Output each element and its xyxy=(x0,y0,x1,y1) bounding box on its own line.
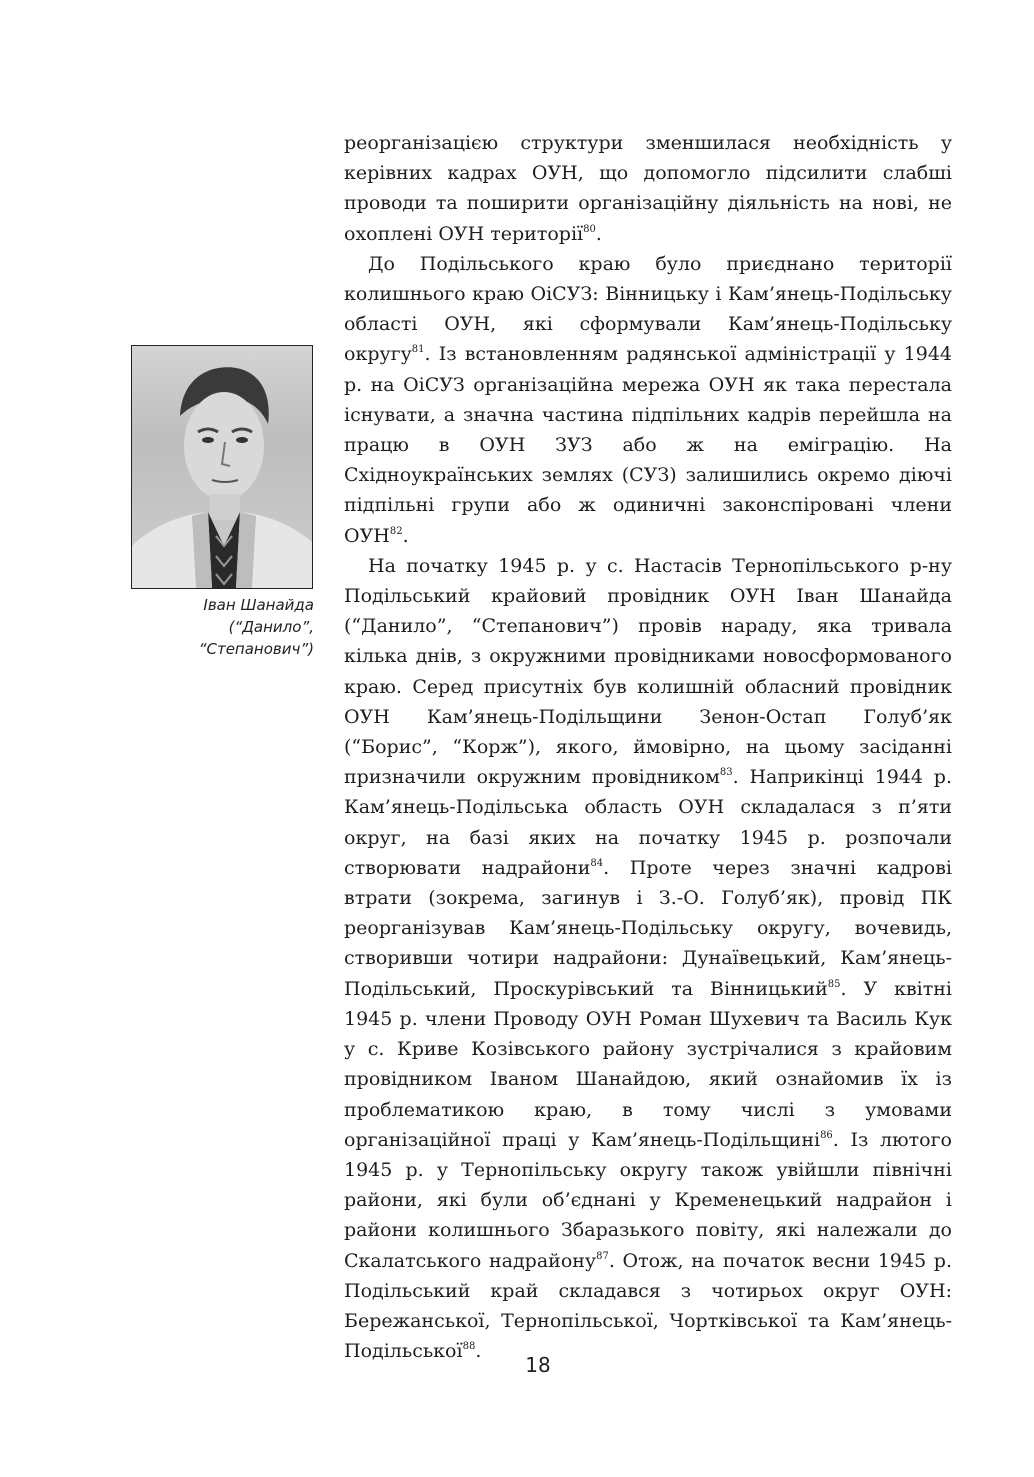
paragraph-text: . xyxy=(402,524,409,547)
footnote-ref: 87 xyxy=(596,1250,609,1262)
footnote-ref: 81 xyxy=(411,344,425,356)
paragraph-text: реорганізацією структури зменшилася необхідність у керівних кадрах ОУН, що допомогло підсилити слабші проводи та поширити організаційну діяльність на нові, не охоплені ОУН території xyxy=(344,132,952,245)
page-number: 18 xyxy=(525,1353,551,1377)
body-text xyxy=(344,128,952,1366)
paragraph-text: . Отож, на початок весни 1945 р. Подільський край складався з чотирьох округ ОУН: Бережанської, Тернопільської, Чортківської та Кам’янець-Подільської xyxy=(344,1249,952,1363)
paragraph-text: . У квітні 1945 р. члени Проводу ОУН Роман Шухевич та Василь Кук у с. Криве Козівського району зустрічалися з крайовим провідником Іваном Шанайдою, який ознайомив їх із проблематикою краю, в тому числі з умовами організаційної праці у Кам’янець-Подільщині xyxy=(344,977,953,1151)
paragraph-text: . xyxy=(595,222,602,245)
paragraph xyxy=(344,249,952,551)
footnote-ref: 80 xyxy=(583,223,596,235)
paragraph-text: На початку 1945 р. у с. Настасів Тернопільського р-ну Подільський крайовий провідник ОУН Іван Шанайда (“Данило”, “Степанович”) провів нараду, яка тривала кілька днів, з окружними провідниками новосформованого краю. Серед присутніх був колишній обласний провідник ОУН Кам’янець-Подільщини Зенон-Остап Голуб’як (“Борис”, “Корж”), якого, ймовірно, на цьому засіданні призначили окружним провідником xyxy=(344,554,952,789)
portrait-photo xyxy=(131,345,313,589)
paragraph-text: До Подільського краю було приєднано території колишнього краю ОіСУЗ: Вінницьку і Кам’янець-Подільську області ОУН, які сформували Кам’янець-Подільську округу xyxy=(344,252,952,366)
footnote-ref: 82 xyxy=(389,525,403,537)
footnote-ref: 86 xyxy=(820,1129,833,1141)
caption-alias: (“Данило”, xyxy=(228,618,314,636)
paragraph-text: . xyxy=(475,1340,482,1363)
footnote-ref: 83 xyxy=(719,767,733,779)
paragraph-text: . Із лютого 1945 р. у Тернопільську округу також увійшли північні райони, які були об’єднані у Кременецький надрайон і райони колишнього Збаразького повіту, які належали до Скалатського надрайону xyxy=(344,1128,952,1272)
caption-alias-2: “Степанович”) xyxy=(198,640,314,658)
portrait-image xyxy=(132,346,312,588)
paragraph-text: . Із встановленням радянської адміністрації у 1944 р. на ОіСУЗ організаційна мережа ОУН як така перестала існувати, а значна частина підпільних кадрів перейшла на працю в ОУН ЗУЗ або ж на еміграцію. На Східноукраїнських землях (СУЗ) залишились окремо діючі підпільні групи або ж одиничні законспіровані члени ОУН xyxy=(344,343,952,547)
footnote-ref: 84 xyxy=(590,857,604,869)
paragraph-text: . Наприкінці 1944 р. Кам’янець-Подільська область ОУН складалася з п’яти округ, на базі яких на початку 1945 р. розпочали створювати надрайони xyxy=(344,766,953,879)
paragraph xyxy=(344,128,952,249)
photo-caption xyxy=(131,594,314,660)
paragraph xyxy=(344,551,952,1366)
footnote-ref: 85 xyxy=(827,978,841,990)
caption-name: Іван Шанайда xyxy=(203,596,314,614)
paragraph-text: . Проте через значні кадрові втрати (зокрема, загинув і З.-О. Голуб’як), провід ПК реорганізував Кам’янець-Подільську округу, вочевидь, створивши чотири надрайони: Дунаївецький, Кам’янець-Подільський, Проскурівський та Вінницький xyxy=(344,856,952,1000)
footnote-ref: 88 xyxy=(462,1341,476,1353)
